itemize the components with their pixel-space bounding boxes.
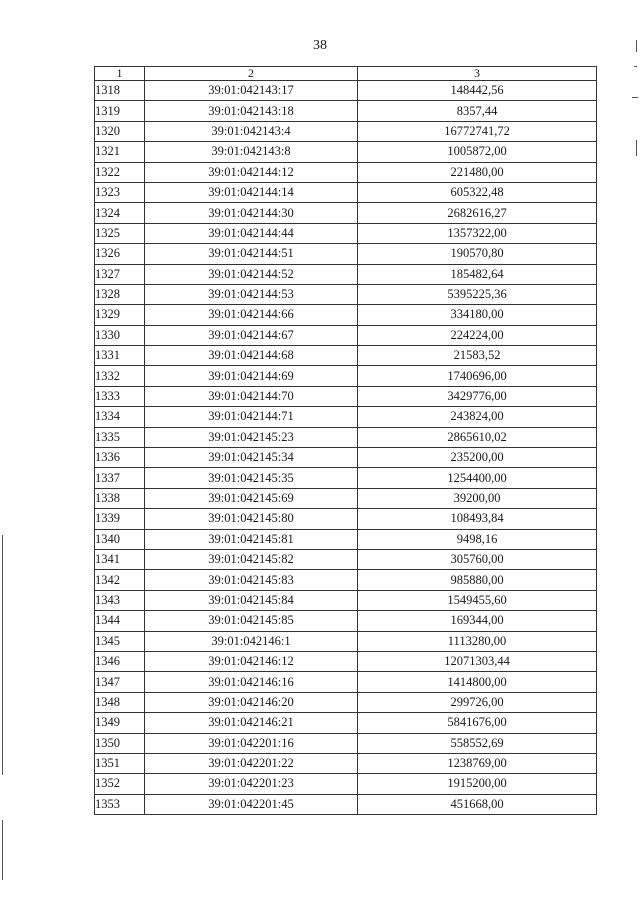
cadastral-number: 39:01:042146:20 bbox=[145, 692, 358, 712]
cadastral-value: 8357,44 bbox=[358, 101, 597, 121]
cadastral-number: 39:01:042144:69 bbox=[145, 366, 358, 386]
cadastral-value: 3429776,00 bbox=[358, 386, 597, 406]
table-row bbox=[95, 753, 597, 773]
cadastral-number: 39:01:042144:30 bbox=[145, 203, 358, 223]
cadastral-value-table bbox=[94, 66, 597, 815]
row-number: 1342 bbox=[95, 570, 145, 590]
table-row bbox=[95, 631, 597, 651]
cadastral-number: 39:01:042146:1 bbox=[145, 631, 358, 651]
table-row bbox=[95, 142, 597, 162]
cadastral-value: 1238769,00 bbox=[358, 753, 597, 773]
table-row bbox=[95, 713, 597, 733]
row-number: 1333 bbox=[95, 386, 145, 406]
table-header-row bbox=[95, 67, 597, 81]
table-row bbox=[95, 488, 597, 508]
cadastral-number: 39:01:042144:53 bbox=[145, 284, 358, 304]
cadastral-number: 39:01:042144:14 bbox=[145, 182, 358, 202]
table-row bbox=[95, 448, 597, 468]
table-row bbox=[95, 529, 597, 549]
table-row bbox=[95, 81, 597, 101]
cadastral-value: 21583,52 bbox=[358, 346, 597, 366]
table-row bbox=[95, 264, 597, 284]
row-number: 1351 bbox=[95, 753, 145, 773]
row-number: 1325 bbox=[95, 223, 145, 243]
cadastral-number: 39:01:042145:23 bbox=[145, 427, 358, 447]
cadastral-value: 1113280,00 bbox=[358, 631, 597, 651]
cadastral-number: 39:01:042143:18 bbox=[145, 101, 358, 121]
cadastral-number: 39:01:042144:51 bbox=[145, 244, 358, 264]
table-row bbox=[95, 794, 597, 814]
cadastral-value: 558552,69 bbox=[358, 733, 597, 753]
cadastral-value: 1357322,00 bbox=[358, 223, 597, 243]
row-number: 1329 bbox=[95, 305, 145, 325]
column-header-2: 2 bbox=[145, 67, 358, 81]
table-row bbox=[95, 549, 597, 569]
table-row bbox=[95, 101, 597, 121]
scan-edge-mark bbox=[636, 140, 637, 156]
cadastral-number: 39:01:042144:71 bbox=[145, 407, 358, 427]
cadastral-number: 39:01:042145:69 bbox=[145, 488, 358, 508]
row-number: 1347 bbox=[95, 672, 145, 692]
row-number: 1328 bbox=[95, 284, 145, 304]
column-header-1: 1 bbox=[95, 67, 145, 81]
scan-edge-mark bbox=[632, 97, 638, 98]
row-number: 1341 bbox=[95, 549, 145, 569]
row-number: 1345 bbox=[95, 631, 145, 651]
row-number: 1349 bbox=[95, 713, 145, 733]
row-number: 1346 bbox=[95, 651, 145, 671]
cadastral-number: 39:01:042145:34 bbox=[145, 448, 358, 468]
cadastral-value: 2682616,27 bbox=[358, 203, 597, 223]
table-row bbox=[95, 386, 597, 406]
row-number: 1339 bbox=[95, 509, 145, 529]
scan-edge-mark bbox=[634, 66, 637, 67]
cadastral-number: 39:01:042143:8 bbox=[145, 142, 358, 162]
table-row bbox=[95, 121, 597, 141]
row-number: 1343 bbox=[95, 590, 145, 610]
cadastral-value: 1414800,00 bbox=[358, 672, 597, 692]
cadastral-value: 5395225,36 bbox=[358, 284, 597, 304]
cadastral-value: 148442,56 bbox=[358, 81, 597, 101]
table-row bbox=[95, 509, 597, 529]
table-row bbox=[95, 162, 597, 182]
row-number: 1348 bbox=[95, 692, 145, 712]
cadastral-value: 605322,48 bbox=[358, 182, 597, 202]
scan-edge-mark bbox=[2, 535, 3, 775]
cadastral-value: 305760,00 bbox=[358, 549, 597, 569]
cadastral-value: 12071303,44 bbox=[358, 651, 597, 671]
cadastral-number: 39:01:042144:44 bbox=[145, 223, 358, 243]
cadastral-number: 39:01:042201:45 bbox=[145, 794, 358, 814]
cadastral-number: 39:01:042145:83 bbox=[145, 570, 358, 590]
table-row bbox=[95, 366, 597, 386]
cadastral-value: 1549455,60 bbox=[358, 590, 597, 610]
cadastral-value: 334180,00 bbox=[358, 305, 597, 325]
cadastral-value: 299726,00 bbox=[358, 692, 597, 712]
table-row bbox=[95, 611, 597, 631]
cadastral-number: 39:01:042145:82 bbox=[145, 549, 358, 569]
scan-edge-mark bbox=[2, 820, 3, 880]
row-number: 1326 bbox=[95, 244, 145, 264]
row-number: 1318 bbox=[95, 81, 145, 101]
cadastral-number: 39:01:042143:4 bbox=[145, 121, 358, 141]
row-number: 1323 bbox=[95, 182, 145, 202]
cadastral-number: 39:01:042145:80 bbox=[145, 509, 358, 529]
cadastral-value: 243824,00 bbox=[358, 407, 597, 427]
row-number: 1320 bbox=[95, 121, 145, 141]
table-row bbox=[95, 203, 597, 223]
cadastral-number: 39:01:042201:16 bbox=[145, 733, 358, 753]
row-number: 1350 bbox=[95, 733, 145, 753]
row-number: 1337 bbox=[95, 468, 145, 488]
cadastral-number: 39:01:042201:22 bbox=[145, 753, 358, 773]
scan-edge-mark bbox=[636, 40, 637, 52]
cadastral-number: 39:01:042143:17 bbox=[145, 81, 358, 101]
page-number: 38 bbox=[313, 38, 327, 53]
cadastral-value: 451668,00 bbox=[358, 794, 597, 814]
cadastral-number: 39:01:042144:12 bbox=[145, 162, 358, 182]
table-row bbox=[95, 305, 597, 325]
table-row bbox=[95, 733, 597, 753]
table-row bbox=[95, 774, 597, 794]
row-number: 1324 bbox=[95, 203, 145, 223]
cadastral-number: 39:01:042146:16 bbox=[145, 672, 358, 692]
cadastral-number: 39:01:042145:81 bbox=[145, 529, 358, 549]
cadastral-value: 985880,00 bbox=[358, 570, 597, 590]
cadastral-value: 1254400,00 bbox=[358, 468, 597, 488]
cadastral-number: 39:01:042145:35 bbox=[145, 468, 358, 488]
table-row bbox=[95, 672, 597, 692]
row-number: 1319 bbox=[95, 101, 145, 121]
cadastral-number: 39:01:042146:21 bbox=[145, 713, 358, 733]
cadastral-number: 39:01:042144:67 bbox=[145, 325, 358, 345]
cadastral-value: 108493,84 bbox=[358, 509, 597, 529]
row-number: 1340 bbox=[95, 529, 145, 549]
table-row bbox=[95, 468, 597, 488]
cadastral-value: 221480,00 bbox=[358, 162, 597, 182]
cadastral-number: 39:01:042144:66 bbox=[145, 305, 358, 325]
cadastral-value: 224224,00 bbox=[358, 325, 597, 345]
cadastral-value: 39200,00 bbox=[358, 488, 597, 508]
cadastral-number: 39:01:042144:68 bbox=[145, 346, 358, 366]
cadastral-value: 5841676,00 bbox=[358, 713, 597, 733]
cadastral-value: 1005872,00 bbox=[358, 142, 597, 162]
cadastral-value: 185482,64 bbox=[358, 264, 597, 284]
table-row bbox=[95, 692, 597, 712]
cadastral-number: 39:01:042144:70 bbox=[145, 386, 358, 406]
cadastral-value: 2865610,02 bbox=[358, 427, 597, 447]
cadastral-value: 9498,16 bbox=[358, 529, 597, 549]
table-row bbox=[95, 651, 597, 671]
row-number: 1321 bbox=[95, 142, 145, 162]
cadastral-value: 169344,00 bbox=[358, 611, 597, 631]
cadastral-value: 235200,00 bbox=[358, 448, 597, 468]
row-number: 1331 bbox=[95, 346, 145, 366]
table-row bbox=[95, 325, 597, 345]
cadastral-value: 190570,80 bbox=[358, 244, 597, 264]
table-row bbox=[95, 407, 597, 427]
cadastral-number: 39:01:042144:52 bbox=[145, 264, 358, 284]
row-number: 1334 bbox=[95, 407, 145, 427]
table-row bbox=[95, 346, 597, 366]
row-number: 1322 bbox=[95, 162, 145, 182]
row-number: 1327 bbox=[95, 264, 145, 284]
table-row bbox=[95, 223, 597, 243]
row-number: 1335 bbox=[95, 427, 145, 447]
table-row bbox=[95, 427, 597, 447]
cadastral-value: 16772741,72 bbox=[358, 121, 597, 141]
cadastral-value: 1915200,00 bbox=[358, 774, 597, 794]
table-row bbox=[95, 590, 597, 610]
cadastral-number: 39:01:042145:84 bbox=[145, 590, 358, 610]
row-number: 1332 bbox=[95, 366, 145, 386]
row-number: 1352 bbox=[95, 774, 145, 794]
table-row bbox=[95, 284, 597, 304]
cadastral-number: 39:01:042146:12 bbox=[145, 651, 358, 671]
row-number: 1338 bbox=[95, 488, 145, 508]
cadastral-number: 39:01:042201:23 bbox=[145, 774, 358, 794]
cadastral-number: 39:01:042145:85 bbox=[145, 611, 358, 631]
table-row bbox=[95, 182, 597, 202]
row-number: 1336 bbox=[95, 448, 145, 468]
column-header-3: 3 bbox=[358, 67, 597, 81]
row-number: 1330 bbox=[95, 325, 145, 345]
table-row bbox=[95, 244, 597, 264]
table-row bbox=[95, 570, 597, 590]
cadastral-value: 1740696,00 bbox=[358, 366, 597, 386]
row-number: 1344 bbox=[95, 611, 145, 631]
row-number: 1353 bbox=[95, 794, 145, 814]
